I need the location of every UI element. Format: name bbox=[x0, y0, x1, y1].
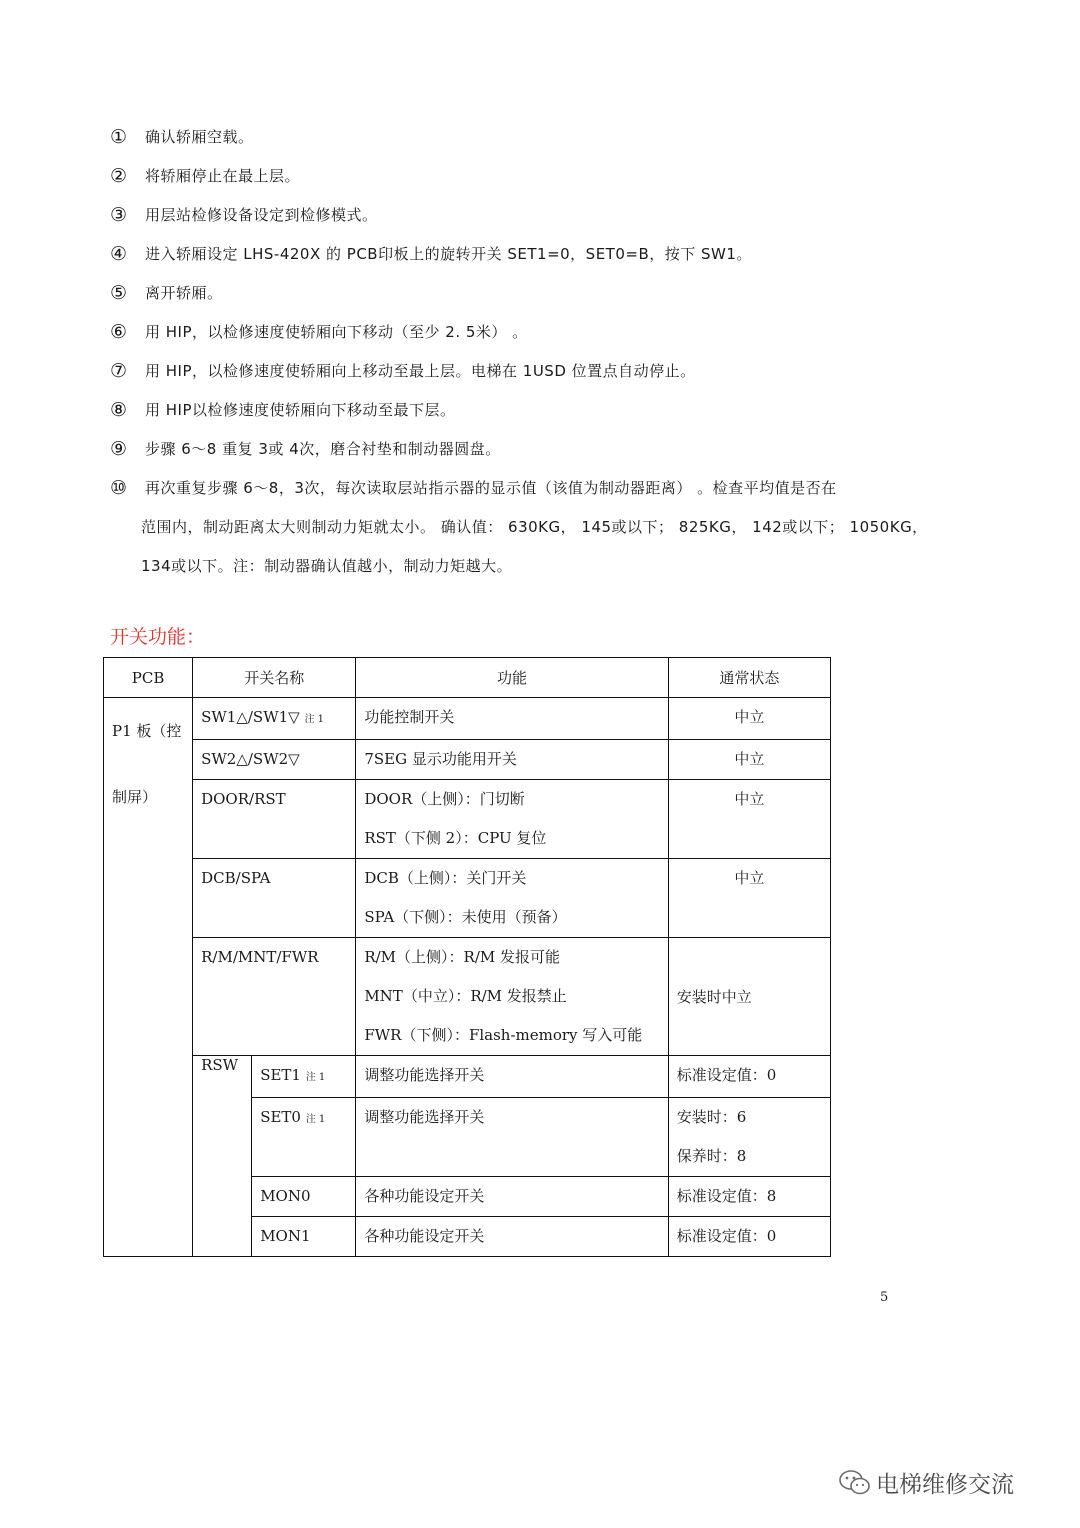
header-pcb: PCB bbox=[104, 658, 193, 698]
section-heading: 开关功能： bbox=[110, 626, 206, 648]
header-function: 功能 bbox=[356, 658, 668, 698]
function-cell: 各种功能设定开关 bbox=[356, 1177, 668, 1217]
watermark-text: 电梯维修交流 bbox=[876, 1472, 1014, 1498]
list-item bbox=[110, 395, 960, 434]
step-number: ④ bbox=[110, 243, 128, 265]
step-number: ⑧ bbox=[110, 399, 128, 421]
state-cell: 中立 bbox=[668, 859, 830, 938]
step-continuation: 134或以下。注：制动器确认值越小，制动力矩越大。 bbox=[141, 557, 513, 575]
function-cell bbox=[356, 938, 668, 1056]
function-cell: 7SEG 显示功能用开关 bbox=[356, 740, 668, 780]
function-cell: 调整功能选择开关 bbox=[356, 1098, 668, 1177]
state-cell: 中立 bbox=[668, 740, 830, 780]
pcb-label-line2: 制屏） bbox=[112, 788, 158, 806]
switch-name-cell: MON1 bbox=[252, 1217, 356, 1257]
list-item bbox=[110, 122, 960, 161]
step-number: ⑩ bbox=[110, 477, 128, 499]
footnote-mark: 注 1 bbox=[305, 1072, 326, 1083]
function-line: MNT（中立）：R/M 发报禁止 bbox=[364, 987, 567, 1005]
footnote-mark: 注 1 bbox=[305, 1114, 326, 1125]
list-item bbox=[110, 356, 960, 395]
switch-name-cell bbox=[252, 1098, 356, 1177]
list-item bbox=[110, 200, 960, 239]
table-row bbox=[104, 740, 831, 780]
state-line: 保养时：8 bbox=[676, 1147, 747, 1165]
table-row bbox=[104, 1056, 831, 1098]
rsw-group-cell: RSW bbox=[193, 1056, 252, 1257]
state-cell: 标准设定值：8 bbox=[668, 1177, 830, 1217]
step-continuation: 范围内，制动距离太大则制动力矩就太小。 确认值： 630KG， 145或以下； 825KG， 142或以下； 1050KG， bbox=[141, 518, 928, 536]
switch-name-cell: R/M/MNT/FWR bbox=[193, 938, 356, 1056]
step-list bbox=[110, 122, 960, 590]
function-line: RST（下侧 2）：CPU 复位 bbox=[364, 829, 547, 847]
switch-name-cell bbox=[193, 698, 356, 740]
footnote-mark: 注 1 bbox=[304, 714, 325, 725]
wechat-icon bbox=[838, 1469, 872, 1497]
state-cell: 中立 bbox=[668, 698, 830, 740]
function-cell bbox=[356, 859, 668, 938]
switch-name-cell: MON0 bbox=[252, 1177, 356, 1217]
function-line: FWR（下侧）：Flash-memory 写入可能 bbox=[364, 1026, 643, 1044]
list-item bbox=[110, 317, 960, 356]
step-number: ⑤ bbox=[110, 282, 128, 304]
switch-name-cell: SW2△/SW2▽ bbox=[193, 740, 356, 780]
function-cell: 调整功能选择开关 bbox=[356, 1056, 668, 1098]
switch-function-table bbox=[103, 657, 831, 1257]
step-number: ⑥ bbox=[110, 321, 128, 343]
header-switch-name: 开关名称 bbox=[193, 658, 356, 698]
step-text: 用 HIP，以检修速度使轿厢向下移动（至少 2. 5米） 。 bbox=[145, 323, 528, 341]
list-item bbox=[110, 434, 960, 473]
step-text: 步骤 6～8 重复 3或 4次，磨合衬垫和制动器圆盘。 bbox=[145, 440, 501, 458]
table-row bbox=[104, 859, 831, 938]
list-item bbox=[110, 473, 960, 512]
step-text: 用 HIP以检修速度使轿厢向下移动至最下层。 bbox=[145, 401, 456, 419]
state-cell bbox=[668, 1098, 830, 1177]
switch-name-cell: DCB/SPA bbox=[193, 859, 356, 938]
pcb-label-line1: P1 板（控 bbox=[112, 722, 182, 740]
function-line: SPA（下侧）：未使用（预备） bbox=[364, 908, 567, 926]
table-row bbox=[104, 780, 831, 859]
step-text: 离开轿厢。 bbox=[145, 284, 223, 302]
switch-name: SET1 bbox=[260, 1066, 301, 1084]
step-number: ① bbox=[110, 126, 128, 148]
switch-name: SET0 bbox=[260, 1108, 301, 1126]
step-text: 用层站检修设备设定到检修模式。 bbox=[145, 206, 378, 224]
list-item bbox=[110, 278, 960, 317]
function-line: DOOR（上侧）：门切断 bbox=[364, 790, 525, 808]
step-text: 将轿厢停止在最上层。 bbox=[145, 167, 301, 185]
function-cell: 各种功能设定开关 bbox=[356, 1217, 668, 1257]
switch-name-cell: DOOR/RST bbox=[193, 780, 356, 859]
list-item bbox=[110, 239, 960, 278]
header-normal-state: 通常状态 bbox=[668, 658, 830, 698]
step-number: ⑨ bbox=[110, 438, 128, 460]
function-cell: 功能控制开关 bbox=[356, 698, 668, 740]
list-item bbox=[110, 161, 960, 200]
function-line: R/M（上侧）：R/M 发报可能 bbox=[364, 948, 561, 966]
step-text: 用 HIP，以检修速度使轿厢向上移动至最上层。电梯在 1USD 位置点自动停止。 bbox=[145, 362, 696, 380]
state-cell: 安装时中立 bbox=[668, 938, 830, 1056]
state-cell: 标准设定值：0 bbox=[668, 1056, 830, 1098]
watermark bbox=[838, 1466, 1014, 1499]
function-line: DCB（上侧）：关门开关 bbox=[364, 869, 527, 887]
step-text: 再次重复步骤 6～8，3次，每次读取层站指示器的显示值（该值为制动器距离） 。检查平均值是否在 bbox=[145, 479, 837, 497]
step-number: ③ bbox=[110, 204, 128, 226]
switch-name-cell bbox=[252, 1056, 356, 1098]
function-cell bbox=[356, 780, 668, 859]
state-line: 安装时：6 bbox=[676, 1108, 747, 1126]
step-text: 进入轿厢设定 LHS-420X 的 PCB印板上的旋转开关 SET1=0，SET0=B，按下 SW1。 bbox=[145, 245, 752, 263]
state-cell: 标准设定值：0 bbox=[668, 1217, 830, 1257]
step-number: ⑦ bbox=[110, 360, 128, 382]
table-header-row bbox=[104, 658, 831, 698]
state-cell: 中立 bbox=[668, 780, 830, 859]
step-number: ② bbox=[110, 165, 128, 187]
step-text: 确认轿厢空载。 bbox=[145, 128, 254, 146]
switch-name: SW1△/SW1▽ bbox=[201, 708, 300, 726]
pcb-cell bbox=[104, 698, 193, 1257]
page-number: 5 bbox=[880, 1290, 889, 1305]
table-row bbox=[104, 698, 831, 740]
table-row bbox=[104, 938, 831, 1056]
